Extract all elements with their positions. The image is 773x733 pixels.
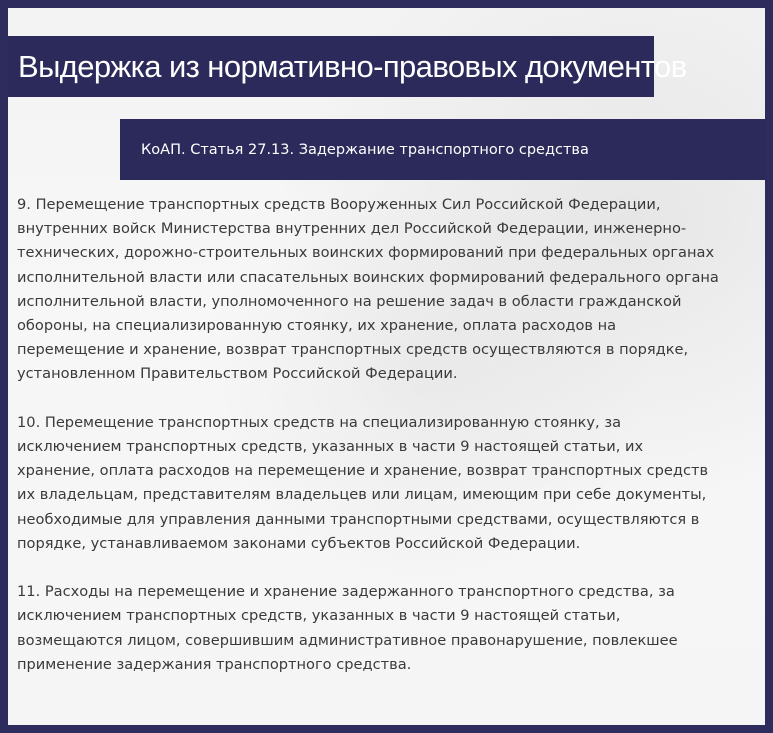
paragraph-11: 11. Расходы на перемещение и хранение задержанного транспортного средства, за исключением транспортных средств, указанных в части 9 настоящей статьи, возмещаются лицом, совершившим административное правонарушение, повлекшее применение задержания транспортного средства. <box>17 583 678 673</box>
document-card <box>8 8 765 725</box>
document-body <box>17 193 753 677</box>
title-banner <box>8 36 687 97</box>
article-subtitle: КоАП. Статья 27.13. Задержание транспортного средства <box>141 141 589 158</box>
paragraph-9: 9. Перемещение транспортных средств Вооруженных Сил Российской Федерации, внутренних войск Министерства внутренних дел Российской Федерации, инженерно- технических, дорожно-строительных воинских формирований при федеральных органах исполнительной власти или спасательных воинских формирований федерального органа исполнительной власти, уполномоченного на решение задач в области гражданской обороны, на специализированную стоянку, их хранение, оплата расходов на перемещение и хранение, возврат транспортных средств осуществляются в порядке, установленном Правительством Российской Федерации. <box>17 196 719 383</box>
page-title: Выдержка из нормативно-правовых документов <box>18 48 687 84</box>
paragraph-10: 10. Перемещение транспортных средств на специализированную стоянку, за исключением транспортных средств, указанных в части 9 настоящей статьи, их хранение, оплата расходов на перемещение и хранение, возврат транспортных средств их владельцам, представителям владельцев или лицам, имеющим при себе документы, необходимые для управления данными транспортными средствами, осуществляются в порядке, устанавливаемом законами субъектов Российской Федерации. <box>17 413 709 552</box>
subtitle-banner <box>120 119 765 180</box>
